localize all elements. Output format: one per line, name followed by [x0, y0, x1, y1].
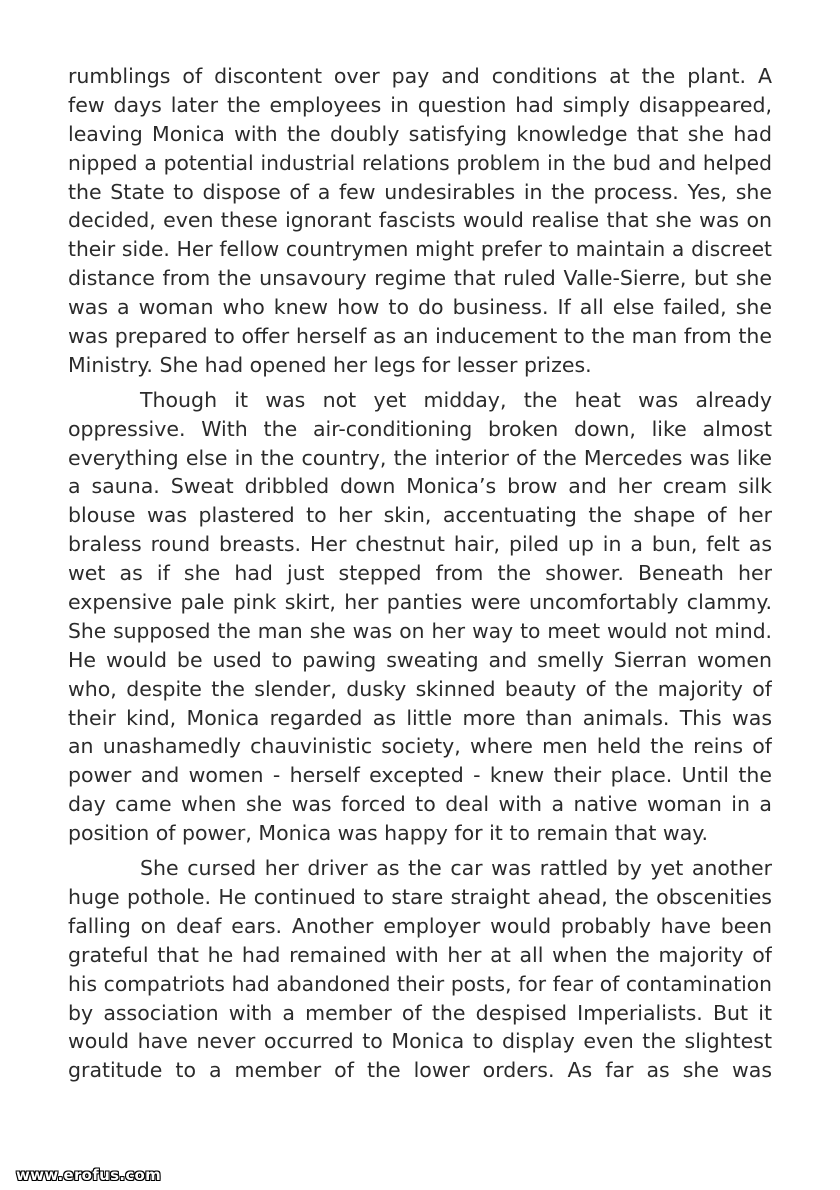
text-line: nipped a potential industrial relations problem in the bud and helped [68, 150, 772, 175]
text-line: decided, even these ignorant fascists would realise that she was on [68, 208, 772, 233]
paragraph-1 [68, 62, 772, 380]
text-line: huge pothole. He continued to stare straight ahead, the obscenities [68, 884, 772, 909]
text-line: position of power, Monica was happy for it to remain that way. [68, 821, 708, 846]
text-line: grateful that he had remained with her at all when the majority of [68, 942, 772, 967]
text-line: by association with a member of the despised Imperialists. But it [68, 1000, 772, 1025]
text-line: power and women - herself excepted - knew their place. Until the [68, 763, 772, 788]
text-line: was a woman who knew how to do business. If all else failed, she [68, 295, 772, 320]
text-line: was prepared to offer herself as an inducement to the man from the [68, 324, 772, 349]
text-line: who, despite the slender, dusky skinned beauty of the majority of [68, 676, 772, 701]
text-line: braless round breasts. Her chestnut hair, piled up in a bun, felt as [68, 532, 772, 557]
text-line: few days later the employees in question had simply disappeared, [68, 92, 772, 117]
text-line: the State to dispose of a few undesirables in the process. Yes, she [68, 179, 772, 204]
text-line: leaving Monica with the doubly satisfying knowledge that she had [68, 121, 772, 146]
text-line: She cursed her driver as the car was rattled by yet another [140, 856, 772, 881]
text-line: He would be used to pawing sweating and smelly Sierran women [68, 647, 772, 672]
text-line: day came when she was forced to deal with a native woman in a [68, 792, 772, 817]
paragraph-3 [68, 854, 772, 1085]
text-line: their kind, Monica regarded as little more than animals. This was [68, 705, 772, 730]
text-line: Though it was not yet midday, the heat was already [140, 387, 772, 412]
text-line: oppressive. With the air-conditioning broken down, like almost [68, 416, 772, 441]
text-line: would have never occurred to Monica to display even the slightest [68, 1029, 772, 1054]
text-line: wet as if she had just stepped from the shower. Beneath her [68, 561, 772, 586]
text-line: everything else in the country, the interior of the Mercedes was like [68, 445, 772, 470]
text-line: a sauna. Sweat dribbled down Monica’s brow and her cream silk [68, 474, 772, 499]
paragraph-2 [68, 386, 772, 848]
text-line: blouse was plastered to her skin, accentuating the shape of her [68, 503, 772, 528]
text-line: falling on deaf ears. Another employer would probably have been [68, 913, 772, 938]
text-line: an unashamedly chauvinistic society, where men held the reins of [68, 734, 772, 759]
text-line: his compatriots had abandoned their posts, for fear of contamination [68, 971, 772, 996]
document-page [68, 62, 772, 1091]
text-line: Ministry. She had opened her legs for lesser prizes. [68, 352, 592, 377]
text-line: She supposed the man she was on her way to meet would not mind. [68, 618, 772, 643]
text-line: distance from the unsavoury regime that ruled Valle-Sierre, but she [68, 266, 772, 291]
text-line: expensive pale pink skirt, her panties were uncomfortably clammy. [68, 590, 772, 615]
text-line: their side. Her fellow countrymen might prefer to maintain a discreet [68, 237, 772, 262]
watermark-text: www.erofus.com [16, 1166, 162, 1184]
text-line: rumblings of discontent over pay and conditions at the plant. A [68, 64, 772, 88]
text-line: gratitude to a member of the lower orders. As far as she was [68, 1058, 772, 1083]
